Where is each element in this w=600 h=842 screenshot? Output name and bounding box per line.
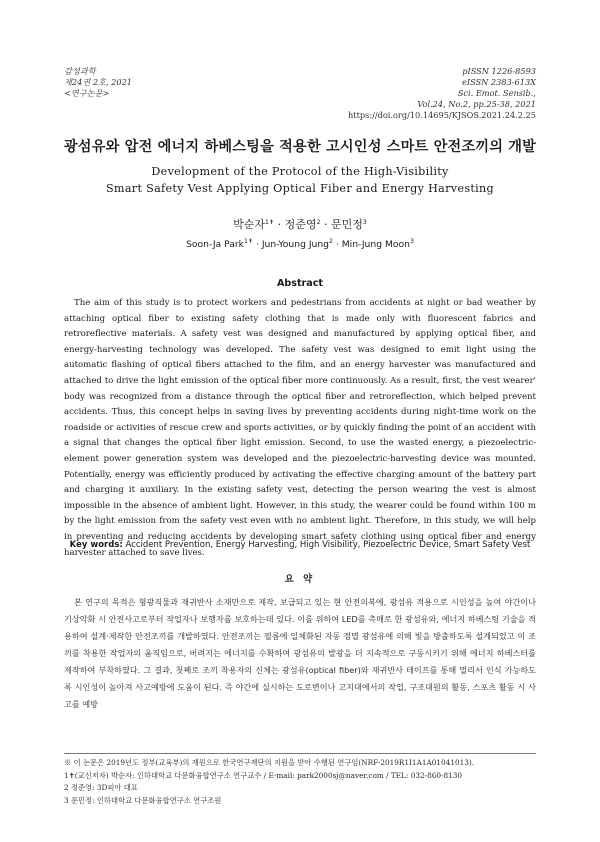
volume-pages: Vol.24, No.2, pp.25-38, 2021 xyxy=(417,99,536,109)
author-1-name: 박순자 xyxy=(233,218,266,231)
author-1-name: Soon-Ja Park xyxy=(186,239,244,250)
author-separator: · xyxy=(332,239,342,250)
journal-abbrev: Sci. Emot. Sensib., xyxy=(457,88,536,98)
doi-link[interactable]: https://doi.org/10.14695/KJSOS.2021.24.2.25 xyxy=(348,110,536,120)
eissn: eISSN 2383-613X xyxy=(462,77,536,87)
abstract-heading: Abstract xyxy=(276,278,324,289)
journal-header-left xyxy=(64,66,132,99)
author-3-name: 문민정 xyxy=(331,218,363,231)
author-2-mark: 2 xyxy=(329,238,333,245)
author-3-mark: 3 xyxy=(362,219,367,226)
author-separator: · xyxy=(320,218,331,231)
author-3-name: Min-Jung Moon xyxy=(341,239,410,250)
footnote-divider xyxy=(64,753,536,754)
journal-name: 감성과학 xyxy=(64,66,96,76)
keywords-list: Accident Prevention, Energy Harvesting, High Visibility, Piezoelectric Device, Smart Safety Vest xyxy=(122,540,531,550)
summary-body: 본 연구의 목적은 형광직물과 재귀반사 소재만으로 제작, 보급되고 있는 현 안전의복에, 광섬유 적용으로 시인성을 높여 야간이나 기상악화 시 안전사고로부터 작업자나 보행자를 보호하는데 있다. 이를 위하여 LED를 촉매로 한 광섬유와, 에너지 하베스팅 기술을 적용하여 설계·제작한 안전조끼를 개발하였다. 안전조끼는 필름에 일체화된 자동 점멸 광섬유에 의해 빛을 방출하도록 설계되었고 이 조끼를 착용한 작업자의 움직임으로, 버려지는 에너지를 수확하여 광섬유의 발광을 더 지속적으로 구동시키기 위해 에너지 하베스터를 제작하여 부착하였다. 그 결과, 첫째로 조끼 착용자의 신체는 광섬유(optical fiber)와 재귀반사 테이프를 통해 멀리서 인식 가능하도록 시인성이 높아져 사고예방에 도움이 된다. 즉 야간에 실시하는 도로변이나 고지대에서의 작업, 구조대원의 활동, 스포츠 활동 시 사고를 예방 xyxy=(64,597,536,709)
abstract-body: The aim of this study is to protect workers and pedestrians from accidents at night or bad weather by attaching optical fiber to existing safety clothing that is made only with fluorescent fabrics and retroreflective materials. A safety vest was designed and manufactured by applying optical fiber, and energy-harvesting technology was developed. The safety vest was designed to emit light using the automatic flashing of optical fibers attached to the film, and an energy harvester was manufactured and attached to drive the light emission of the optical fiber more continuously. As a result, first, the vest wearer' body was recognized from a distance through the optical fiber and retroreflection, which helped prevent accidents. Thus, this concept helps in saving lives by preventing accidents during night-time work on the roadside or activities of rescue crew and sports activities, or by quickly finding the point of an accident with a signal that changes the optical fiber light emission. Second, to use the wasted energy, a piezoelectric-element power generation system was developed and the piezoelectric-harvesting device was mounted. Potentially, energy was efficiently produced by activating the effective charging amount of the battery part and charging it auxiliary. In the existing safety vest, detecting the person wearing the vest is almost impossible in the absence of ambient light. However, in this study, the wearer could be found within 100 m by the light emission from the safety vest even with no ambient light. Therefore, in this study, we will help in preventing and reducing accidents by developing smart safety clothing using optical fiber and energy harvester attached to save lives. xyxy=(64,298,536,558)
journal-issue: 제24권 2호, 2021 xyxy=(64,77,132,87)
summary-heading: 요 약 xyxy=(284,574,316,585)
footnote-funding: ※ 이 논문은 2019년도 정부(교육부)의 재원으로 한국연구재단의 지원을 받아 수행된 연구임(NRF-2019R1I1A1A01041013). xyxy=(64,758,475,767)
author-separator: · xyxy=(274,218,285,231)
author-2-mark: 2 xyxy=(316,219,321,226)
pissn: pISSN 1226-8593 xyxy=(462,66,536,76)
title-english xyxy=(0,163,600,197)
author-2-name: Jun-Young Jung xyxy=(261,239,330,250)
author-1-mark: 1✝ xyxy=(265,219,275,226)
footnotes xyxy=(64,757,536,807)
footnote-corresponding-author: 1✝(교신저자) 박순자: 인하대학교 다문화융합연구소 연구교수 / E-mail: park2000sj@naver.com / TEL: 032-860-8130 xyxy=(64,770,463,780)
footnote-author-3: 3 문민정: 인하대학교 다문화융합연구소 연구조원 xyxy=(64,795,222,805)
author-1-mark: 1✝ xyxy=(243,238,254,245)
author-3-mark: 3 xyxy=(409,238,414,245)
author-2-name: 정준영 xyxy=(284,218,317,231)
authors-english xyxy=(0,238,600,250)
author-separator: · xyxy=(253,239,262,250)
footnote-author-2: 2 정준영: 3D피아 대표 xyxy=(64,783,138,792)
article-type: <연구논문> xyxy=(64,88,110,98)
keywords-label: Key words: xyxy=(69,540,123,550)
keywords xyxy=(0,540,600,550)
title-english-line-2: Smart Safety Vest Applying Optical Fiber and Energy Harvesting xyxy=(105,182,495,195)
authors-korean xyxy=(0,216,600,232)
journal-header-right xyxy=(348,66,536,121)
title-english-line-1: Development of the Protocol of the High-Visibility xyxy=(151,165,449,178)
title-korean: 광섬유와 압전 에너지 하베스팅을 적용한 고시인성 스마트 안전조끼의 개발 xyxy=(63,139,537,155)
